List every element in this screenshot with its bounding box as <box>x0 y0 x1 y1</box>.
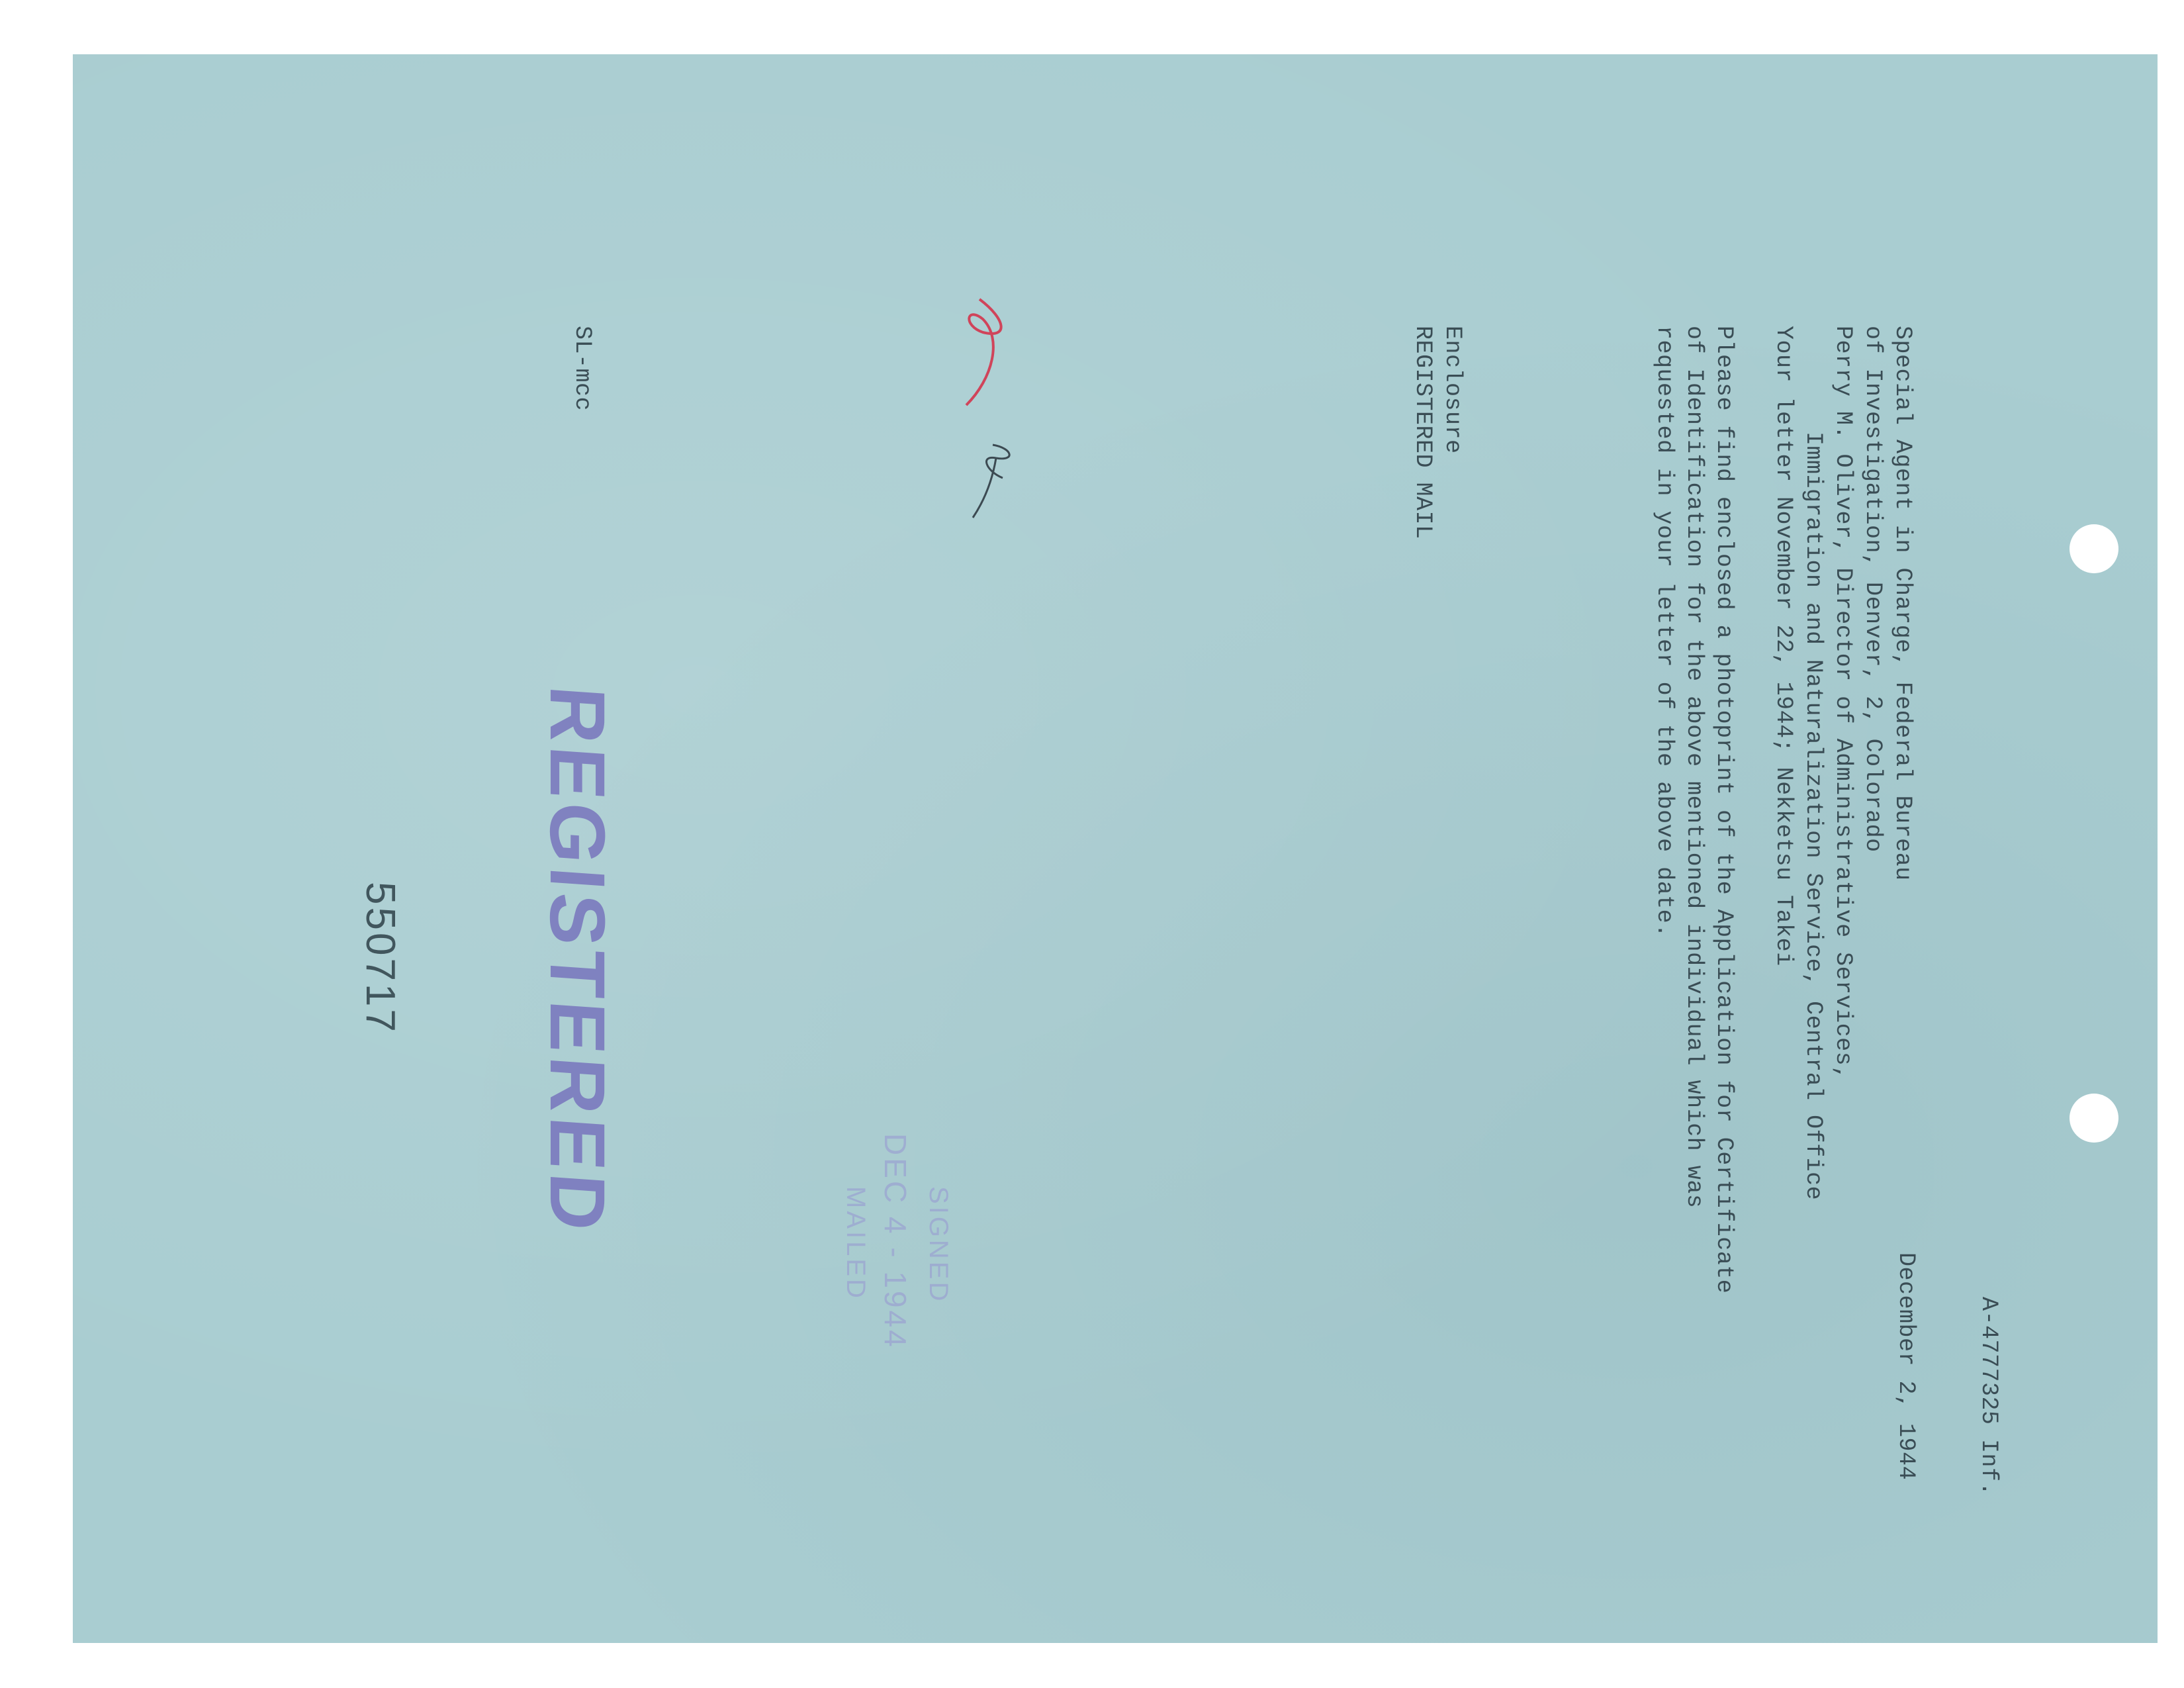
body-line-2: of Identification for the above mentioned individual which was <box>1681 326 1707 1209</box>
mail-type-label: REGISTERED MAIL <box>1410 326 1436 539</box>
date-stamp-line-2: DEC 4 - 1944 <box>878 1133 913 1350</box>
address-line-4: Immigration and Naturalization Service, Central Office <box>1800 432 1827 1201</box>
letter-date: December 2, 1944 <box>1893 1252 1919 1481</box>
registered-stamp: REGISTERED <box>533 683 621 1237</box>
body-line-3: requested in your letter of the above date. <box>1651 326 1678 938</box>
handwritten-initials <box>966 432 1032 524</box>
document-sheet <box>73 54 2158 1643</box>
letter <box>73 54 2158 1643</box>
red-pencil-check-mark <box>960 293 1019 412</box>
reference-line: Your letter November 22, 1944; Nekketsu Takei <box>1770 326 1797 966</box>
typist-initials: SL-mcc <box>569 326 596 412</box>
registry-number: 550717 <box>357 882 403 1035</box>
date-stamp-line-1: SIGNED <box>924 1186 953 1304</box>
date-stamp-line-3: MAILED <box>841 1186 870 1301</box>
file-number: A-4777325 Inf. <box>1976 1297 2002 1497</box>
address-line-1: Special Agent in Charge, Federal Bureau <box>1889 326 1916 881</box>
body-line-1: Please find enclosed a photoprint of the Application for Certificate <box>1711 326 1737 1294</box>
enclosure-label: Enclosure <box>1439 326 1466 454</box>
address-line-3: Perry M. Oliver, Director of Administrative Services, <box>1830 326 1856 1080</box>
address-line-2: of Investigation, Denver, 2, Colorado <box>1860 326 1886 853</box>
